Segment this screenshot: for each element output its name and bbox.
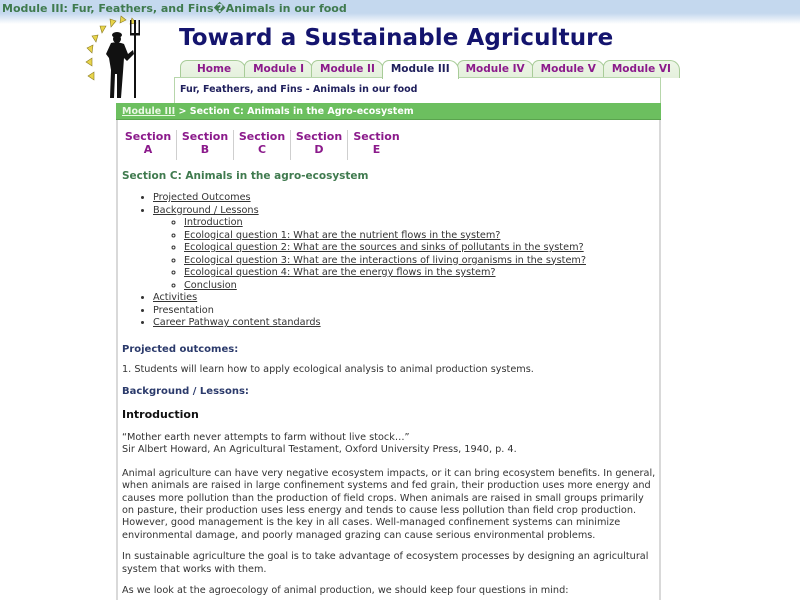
section-label: Section bbox=[295, 130, 343, 143]
tab-module-5[interactable]: Module V bbox=[532, 60, 605, 78]
breadcrumb-current: > Section C: Animals in the Agro-ecosystem bbox=[175, 106, 414, 117]
section-letter: D bbox=[314, 143, 324, 156]
section-a-link[interactable] bbox=[120, 130, 177, 160]
quote-citation: Sir Albert Howard, An Agricultural Testament, Oxford University Press, 1940, p. 4. bbox=[122, 444, 517, 456]
table-of-contents bbox=[122, 192, 657, 330]
tab-home[interactable]: Home bbox=[180, 60, 246, 78]
toc-sublist bbox=[153, 217, 657, 292]
toc-activities-link[interactable]: Activities bbox=[153, 292, 198, 303]
breadcrumb bbox=[122, 106, 414, 117]
farmer-logo-icon bbox=[84, 14, 154, 100]
toc-question-3-link[interactable]: Ecological question 3: What are the interactions of living organisms in the system? bbox=[184, 254, 586, 266]
section-heading: Section C: Animals in the agro-ecosystem bbox=[122, 170, 369, 182]
section-e-link[interactable] bbox=[348, 130, 405, 160]
toc-item bbox=[153, 205, 657, 293]
module-tabs bbox=[180, 60, 678, 78]
background-heading: Background / Lessons: bbox=[122, 385, 249, 397]
toc-introduction-link[interactable]: Introduction bbox=[184, 217, 243, 228]
section-letter: C bbox=[257, 143, 267, 156]
site-title: Toward a Sustainable Agriculture bbox=[179, 25, 614, 51]
toc-item bbox=[153, 317, 657, 330]
toc-career-pathway-link[interactable]: Career Pathway content standards bbox=[153, 317, 321, 328]
window-title: Module III: Fur, Feathers, and Fins�Animals in our food bbox=[2, 2, 347, 15]
toc-subitem bbox=[184, 230, 657, 243]
main-content bbox=[122, 170, 657, 597]
tab-module-4[interactable]: Module IV bbox=[457, 60, 534, 78]
toc-subitem bbox=[184, 280, 657, 293]
section-nav bbox=[120, 130, 405, 160]
tab-module-1[interactable]: Module I bbox=[244, 60, 313, 78]
module-subheader bbox=[174, 77, 661, 103]
toc-subitem bbox=[184, 267, 657, 280]
tab-module-6[interactable]: Module VI bbox=[603, 60, 680, 78]
tab-module-2[interactable]: Module II bbox=[311, 60, 384, 78]
toc-item: • Presentation bbox=[153, 305, 657, 318]
intro-paragraph-2: In sustainable agriculture the goal is to take advantage of ecosystem processes by designing an agricultural system that works with them. bbox=[122, 551, 649, 575]
section-c-link[interactable] bbox=[234, 130, 291, 160]
quote-text: “Mother earth never attempts to farm without live stock…” bbox=[122, 431, 410, 443]
toc-subitem bbox=[184, 255, 657, 268]
toc-projected-outcomes-link[interactable]: Projected Outcomes bbox=[153, 192, 251, 203]
breadcrumb-module-link[interactable]: Module III bbox=[122, 106, 176, 117]
projected-outcomes-text: 1. Students will learn how to apply ecological analysis to animal production systems. bbox=[122, 363, 534, 375]
tab-module-3[interactable]: Module III bbox=[382, 60, 459, 79]
toc-subitem bbox=[184, 242, 657, 255]
projected-outcomes-heading: Projected outcomes: bbox=[122, 343, 239, 355]
module-subtitle: Fur, Feathers, and Fins - Animals in our food bbox=[180, 84, 418, 95]
section-label: Section bbox=[353, 130, 400, 143]
breadcrumb-bar bbox=[116, 103, 661, 120]
section-letter: B bbox=[200, 143, 210, 156]
toc-question-2-link[interactable]: Ecological question 2: What are the sources and sinks of pollutants in the system? bbox=[184, 242, 584, 253]
section-letter: E bbox=[372, 143, 381, 156]
section-label: Section bbox=[181, 130, 229, 143]
toc-background-link[interactable]: Background / Lessons bbox=[153, 204, 259, 216]
toc-item bbox=[153, 292, 657, 305]
toc-question-1-link[interactable]: Ecological question 1: What are the nutrient flows in the system? bbox=[184, 229, 501, 241]
section-label: Section bbox=[238, 130, 286, 143]
section-b-link[interactable] bbox=[177, 130, 234, 160]
toc-subitem bbox=[184, 217, 657, 230]
toc-conclusion-link[interactable]: Conclusion bbox=[184, 279, 237, 291]
section-letter: A bbox=[143, 143, 153, 156]
intro-paragraph-3: As we look at the agroecology of animal production, we should keep four questions in mind: bbox=[122, 584, 569, 596]
introduction-heading: Introduction bbox=[122, 407, 199, 421]
toc-question-4-link[interactable]: Ecological question 4: What are the energy flows in the system? bbox=[184, 267, 496, 278]
section-d-link[interactable] bbox=[291, 130, 348, 160]
intro-paragraph-1: Animal agriculture can have very negative ecosystem impacts, or it can bring ecosystem benefits. In general, when animals are raised in large confinement systems and fed grain, their production uses more energy and causes more pollution than the production of field crops. When animals are raised in small groups primarily on pasture, their production uses less energy and tends to cause less pollution than field crop production. However, good management is the key in all cases. Well-managed confinement systems can minimize environmental damage, and poorly managed grazing can cause serious environmental problems. bbox=[122, 467, 656, 541]
toc-item bbox=[153, 192, 657, 205]
section-label: Section bbox=[124, 130, 172, 143]
